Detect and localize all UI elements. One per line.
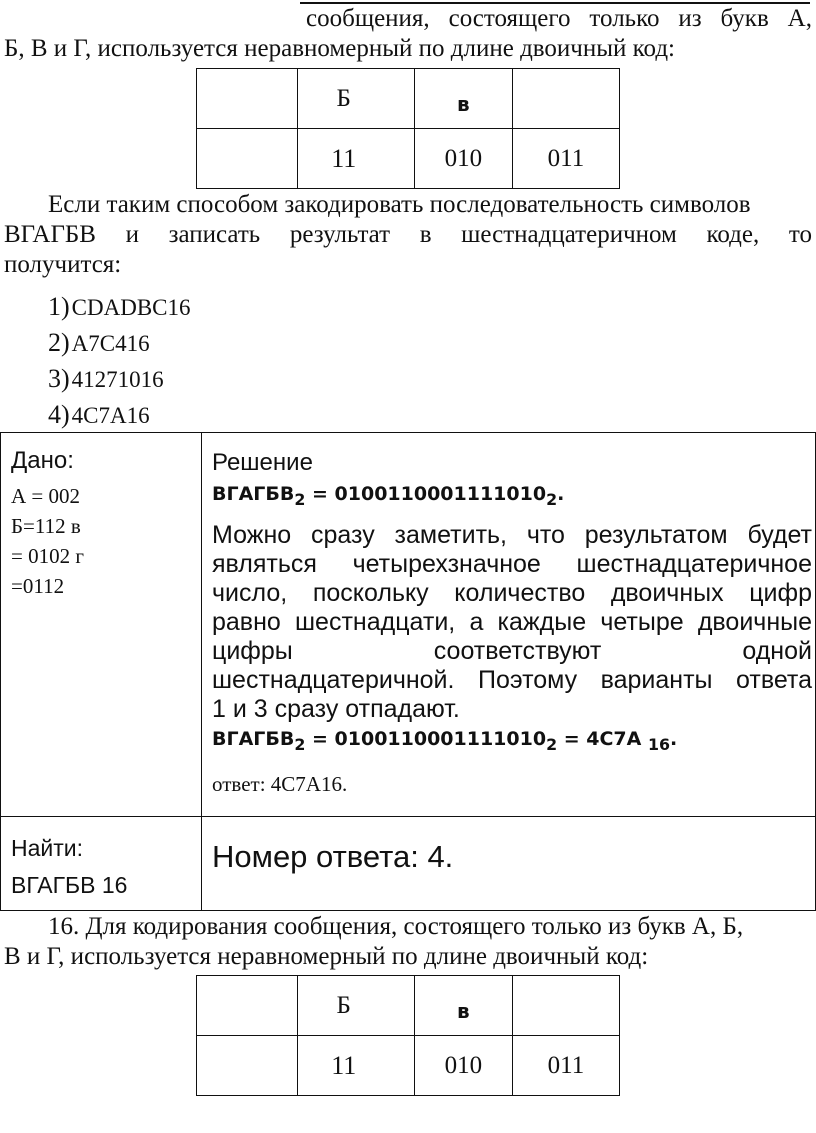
solution-line: цифры соответствуют одной [212, 636, 812, 665]
option-number: 2) [48, 328, 70, 357]
solution-equation-2: $ВГАГБВ_2 = 0100110001111010_2 = 4С7А$ $_{16}$. [212, 727, 678, 754]
option-number: 1) [48, 292, 70, 321]
code-cell [512, 976, 619, 1036]
answer-option-3 [48, 364, 164, 395]
code-cell [197, 976, 298, 1036]
final-answer-cell [202, 817, 816, 911]
option-text: CDADBC16 [71, 295, 191, 320]
code-cell: Б [297, 69, 414, 129]
question-line1: Если таким способом закодировать последовательность символов [48, 191, 751, 218]
code-cell [197, 1036, 298, 1096]
code-cell: 011 [512, 1036, 619, 1096]
find-title: Найти: [11, 835, 84, 861]
given-line: Б=112 в [11, 514, 81, 538]
given-line: А = 002 [11, 484, 81, 508]
next-task-line1: 16. Для кодирования сообщения, состоящего только из букв А, Б, [48, 913, 744, 940]
final-answer: Номер ответа: 4. [212, 839, 454, 874]
question-line3: получится: [4, 251, 122, 278]
code-cell: 11 [297, 1036, 414, 1096]
answer-option-4 [48, 400, 150, 431]
solution-line: равно шестнадцати, а каждые четыре двоичные [212, 607, 812, 636]
code-cell [197, 129, 298, 189]
code-cell: 11 [297, 129, 414, 189]
code-cell [512, 69, 619, 129]
given-title: Дано: [11, 447, 74, 474]
option-number: 4) [48, 400, 70, 429]
solution-table [0, 432, 816, 911]
solution-paragraph [212, 521, 812, 724]
option-text: 41271016 [71, 367, 164, 392]
next-task-line2: В и Г, используется неравномерный по длине двоичный код: [4, 943, 649, 970]
answer-option-1 [48, 292, 191, 323]
solution-cell [202, 433, 816, 817]
find-cell [1, 817, 202, 911]
code-table-1 [196, 68, 620, 189]
code-cell: 011 [512, 129, 619, 189]
code-cell [197, 69, 298, 129]
given-cell [1, 433, 202, 817]
code-cell: Б [297, 976, 414, 1036]
solution-equation-1: $ВГАГБВ_2 = 0100110001111010_2$. [212, 483, 565, 509]
code-table-2 [196, 975, 620, 1096]
solution-line: 1 и 3 сразу отпадают. [212, 694, 460, 723]
top-para-line1: сообщения, состоящего только из букв А, [306, 5, 812, 32]
option-text: 4C7A16 [71, 403, 150, 428]
solution-line: число, поскольку количество двоичных цифр [212, 578, 812, 607]
option-text: A7C416 [71, 331, 150, 356]
solution-answer: ответ: 4C7A16. [212, 771, 348, 796]
solution-line: шестнадцатеричной. Поэтому варианты ответа [212, 665, 812, 694]
solution-line: являться четырехзначное шестнадцатеричное [212, 549, 812, 578]
code-cell: в [414, 976, 512, 1036]
given-line: =0112 [11, 574, 65, 598]
option-number: 3) [48, 364, 70, 393]
solution-title: Решение [212, 449, 313, 476]
code-cell: в [414, 69, 512, 129]
solution-line: Можно сразу заметить, что результатом будет [212, 520, 812, 549]
given-line: = 0102 г [11, 544, 84, 568]
top-para-line2: Б, В и Г, используется неравномерный по длине двоичный код: [4, 35, 675, 62]
answer-option-2 [48, 328, 150, 359]
code-cell: 010 [414, 1036, 512, 1096]
find-line: ВГАГБВ 16 [11, 872, 128, 898]
question-line2: ВГАГБВ и записать результат в шестнадцатеричном коде, то [4, 221, 812, 248]
code-cell: 010 [414, 129, 512, 189]
